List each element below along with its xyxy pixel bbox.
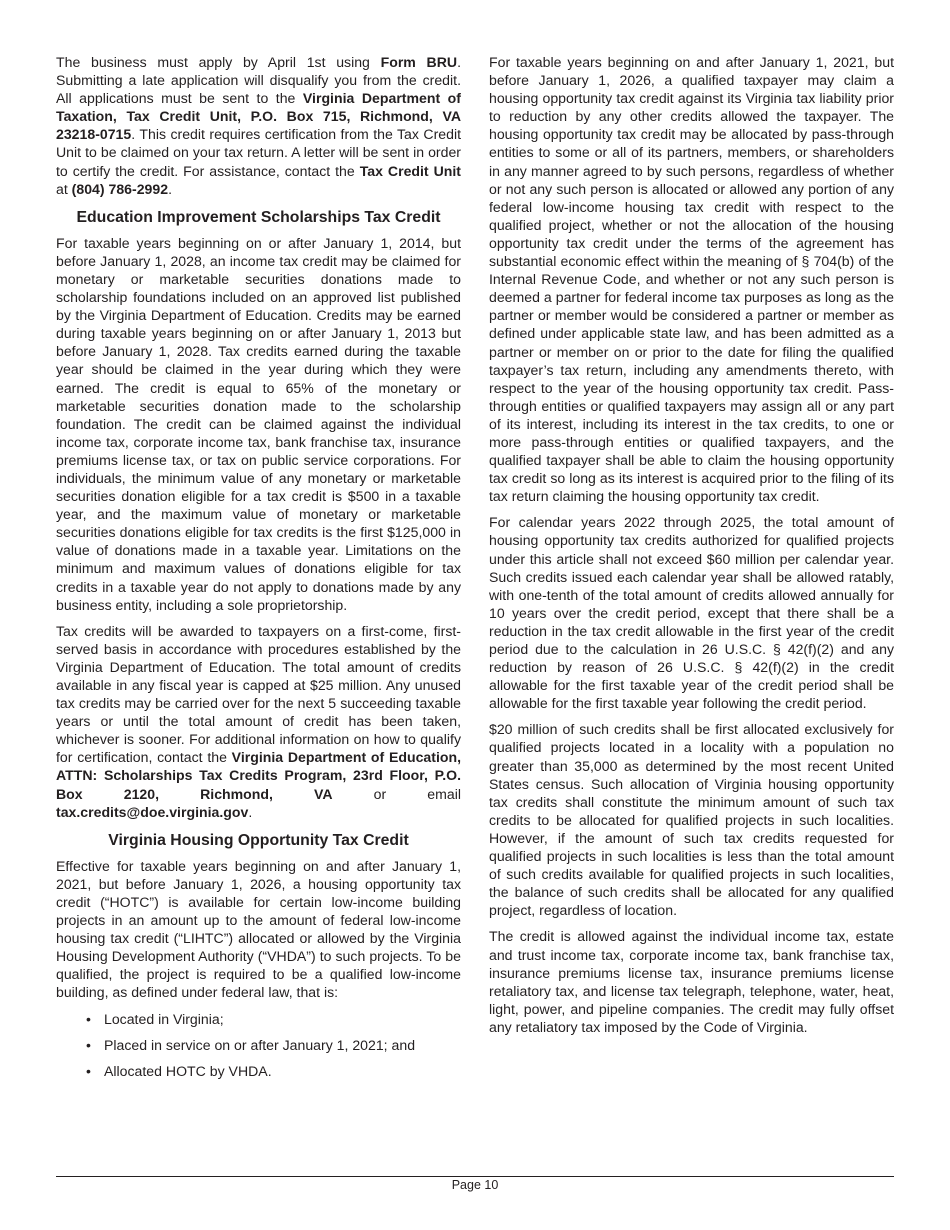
qualification-list xyxy=(56,1010,461,1080)
housing-paragraph-2: For taxable years beginning on and after January 1, 2021, but before January 1, 2026, a qualified taxpayer may claim a housing opportunity tax credit against its Virginia tax liability prior to reduction by any other credits allowed the taxpayer. The housing opportunity tax credit may be allocated by pass-through entities to some or all of its partners, members, or shareholders in any manner agreed to by such persons, regardless of whether or not any such person is allocated or allowed any portion of any federal low-income housing tax credit with respect to the qualified project, whether or not the allocation of the housing opportunity tax credit under the terms of the agreement has substantial economic effect within the meaning of § 704(b) of the Internal Revenue Code, and whether or not any such person is deemed a partner for federal income tax purposes as long as the partner or member would be considered a partner or member as defined under applicable state law, and has been admitted as a partner or member on or prior to the date for filing the qualified taxpayer’s tax return, including any amendments thereto, with respect to the year of the housing opportunity tax credit. Pass-through entities or qualified taxpayers may assign all or any part of its interest, including its interest in the tax credits, to one or more pass-through entities or qualified taxpayers, and the qualified taxpayer shall be able to claim the housing opportunity tax credit so long as its interest is acquired prior to the filing of its tax return claiming the housing opportunity tax credit. xyxy=(489,54,894,505)
footer-divider xyxy=(56,1176,894,1177)
text: or email xyxy=(332,785,461,802)
list-item: • Allocated HOTC by VHDA. xyxy=(56,1062,461,1080)
housing-paragraph-4: $20 million of such credits shall be first allocated exclusively for qualified projects located in a locality with a population no greater than 35,000 as determined by the most recent United States census. Such allocation of Virginia housing opportunity tax credits shall constitute the minimum amount of such tax credits to be allocated for qualified projects in such localities. However, if the amount of such tax credits requested for qualified projects in such localities is less than the total amount of such credits available for qualified projects in such localities, the balance of such credits shall be allocated for any qualified project, regardless of location. xyxy=(489,721,894,919)
section-heading-housing: Virginia Housing Opportunity Tax Credit xyxy=(108,831,409,849)
list-item: • Located in Virginia; xyxy=(56,1010,461,1028)
housing-paragraph-1: Effective for taxable years beginning on and after January 1, 2021, but before January 1, 2026, a housing opportunity tax credit (“HOTC”) is available for certain low-income building projects in an amount up to the amount of federal low-income housing tax credit (“LIHTC”) allocated or allowed by the Virginia Housing Development Authority (“VHDA”) to such projects. To be qualified, the project is required to be a qualified low-income building, as defined under federal law, that is: xyxy=(56,857,461,1001)
text: . Submitting a late application will disqualify you from the credit. All applications must be sent to the xyxy=(56,54,462,107)
email-address: tax.credits@doe.virginia.gov xyxy=(56,803,249,820)
form-bru-paragraph xyxy=(56,53,461,198)
text: The business must apply by April 1st using xyxy=(56,54,381,70)
text: Tax credits will be awarded to taxpayers on a first-come, first-served basis in accordance with procedures established by the Virginia Department of Education. The total amount of credits available in any fiscal year is capped at $25 million. Any unused tax credits may be carried over for the next 5 succeeding taxable years or until the total amount of credit has been taken, whichever is sooner. For additional information on how to qualify for certification, contact the xyxy=(56,622,461,766)
education-paragraph-1: For taxable years beginning on or after January 1, 2014, but before January 1, 2028, an income tax credit may be claimed for monetary or marketable securities donations made to scholarship foundations included on an approved list published by the Virginia Department of Education. Credits may be earned during taxable years beginning on or after January 1, 2013 but before January 1, 2028. Tax credits earned during the taxable year should be claimed in the year during which they were earned. The credit is equal to 65% of the monetary or marketable securities donation made to the scholarship foundation. The credit can be claimed against the individual income tax, corporate income tax, bank franchise tax, insurance premiums license tax, or tax on public service corporations. For individuals, the minimum value of any monetary or marketable securities donation eligible for a tax credit is $500 in a taxable year, and the maximum value of monetary or marketable securities donations eligible for tax credits is the first $125,000 in value of donations made in a taxable year. Limitations on the minimum and maximum values of donations eligible for tax credits in a taxable year do not apply to donations made by any business entity, including a sole proprietorship. xyxy=(56,234,461,613)
text: . xyxy=(168,180,172,197)
left-column xyxy=(56,53,461,1088)
text: . xyxy=(248,803,253,820)
phone-number: (804) 786-2992 xyxy=(71,180,169,197)
right-column xyxy=(489,53,894,1044)
housing-paragraph-5: The credit is allowed against the individual income tax, estate and trust income tax, corporate income tax, bank franchise tax, insurance premiums license tax, insurance premiums license retaliatory tax, and license tax telegraph, telephone, water, heat, light, power, and pipeline companies. The credit may fully offset any retaliatory tax imposed by the Code of Virginia. xyxy=(489,928,894,1035)
education-paragraph-2 xyxy=(56,622,461,821)
contact-name: Tax Credit Unit xyxy=(359,162,461,179)
list-item: • Placed in service on or after January 1, 2021; and xyxy=(56,1036,461,1054)
mailing-address: Virginia Department of Taxation, Tax Credit Unit, P.O. Box 715, Richmond, VA 23218-0715 xyxy=(56,90,461,143)
form-name: Form BRU xyxy=(380,54,458,70)
page-number: Page 10 xyxy=(451,1178,499,1192)
text: . This credit requires certification from the Tax Credit Unit to be claimed on your tax return. A letter will be sent in order to certify the credit. For assistance, contact the xyxy=(56,126,461,179)
text: at xyxy=(56,180,72,197)
mailing-address: Virginia Department of Education, ATTN: Scholarships Tax Credits Program, 23rd Floor, P.O. Box 2120, Richmond, VA xyxy=(56,749,461,802)
section-heading-education: Education Improvement Scholarships Tax Credit xyxy=(76,208,441,226)
housing-paragraph-3: For calendar years 2022 through 2025, the total amount of housing opportunity tax credits authorized for qualified projects under this article shall not exceed $60 million per calendar year. Such credits issued each calendar year shall be allowed ratably, with one-tenth of the total amount of credits allowed annually for 10 years over the credit period, except that there shall be a reduction in the tax credit allowable in the first year of the credit period due to the calculation in 26 U.S.C. § 42(f)(2) and any reduction by reason of 26 U.S.C. § 42(f)(2) in the credit allowable for the first taxable year of the credit period shall be allowable for the first taxable year following the credit period. xyxy=(489,514,894,712)
